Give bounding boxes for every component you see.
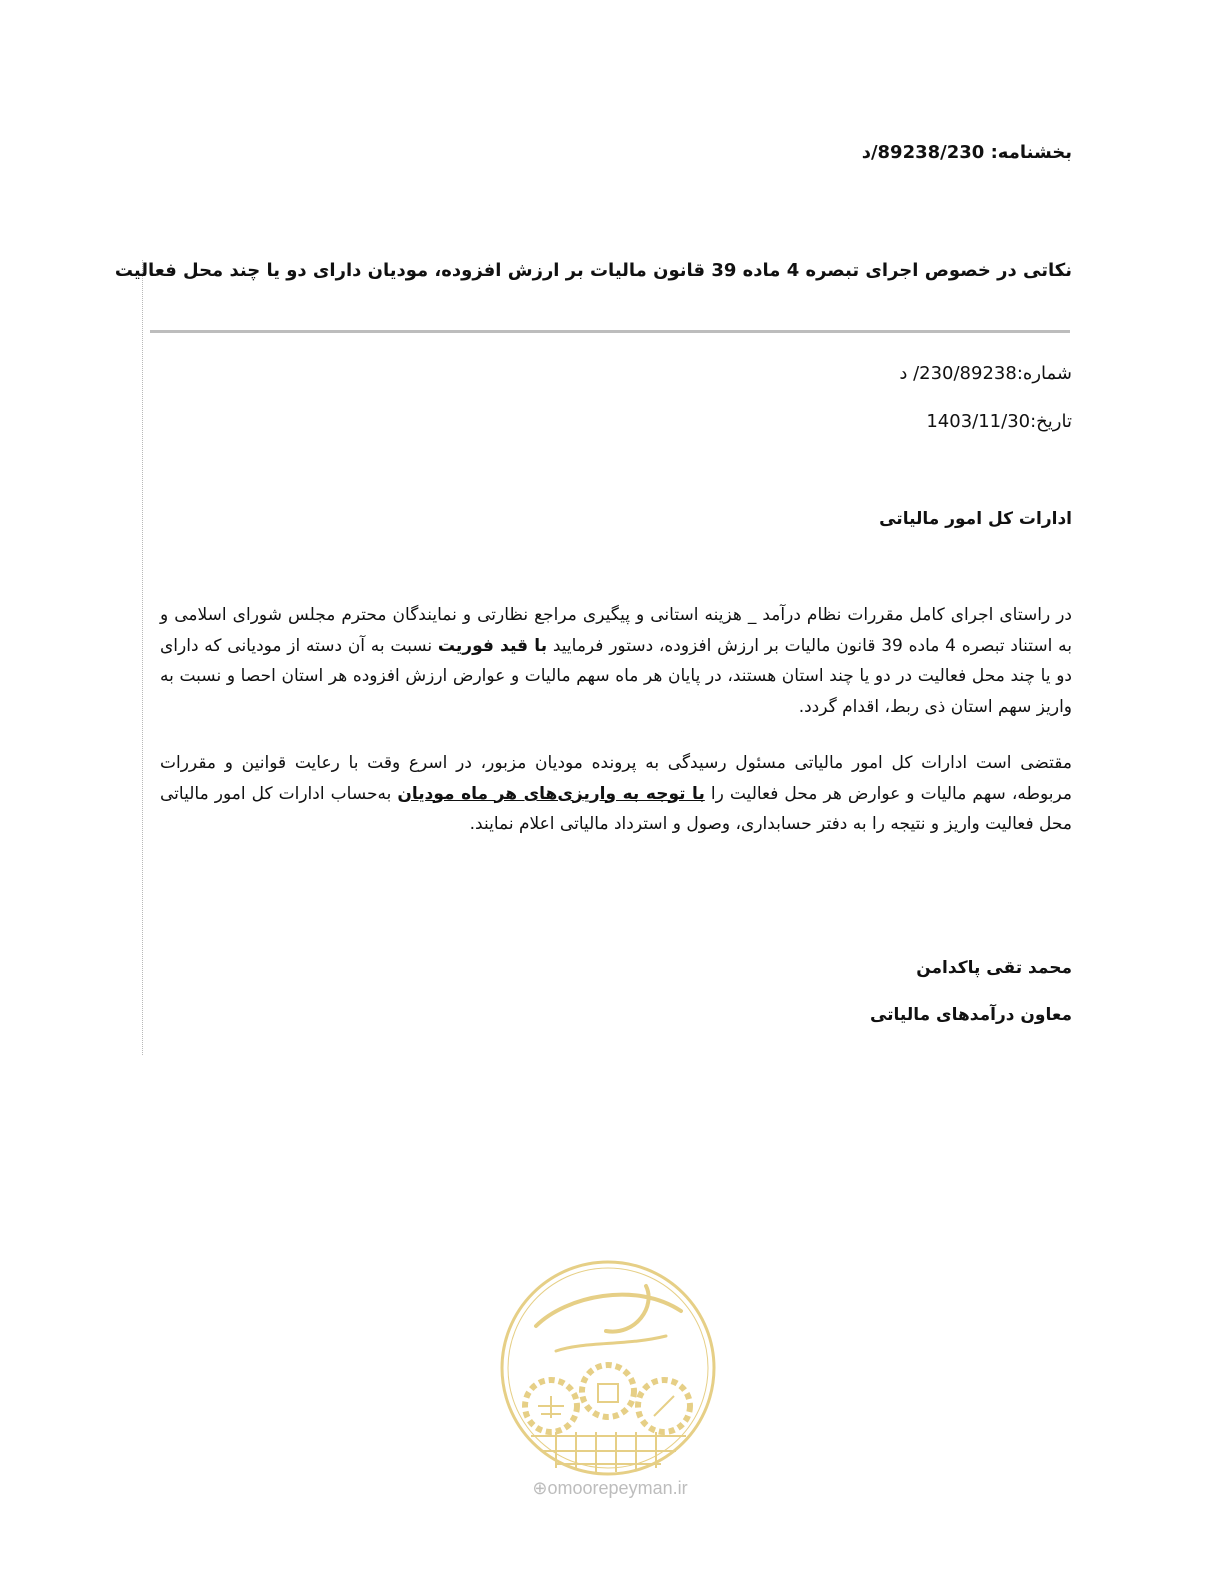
paragraph-2-text-after: به‌حساب ادارات کل امور مالیاتی محل فعالیت واریز و نتیجه را به دفتر حسابداری، وصول و استرداد مالیاتی اعلام نمایند. — [160, 783, 1072, 834]
body-paragraph-1 — [160, 600, 1072, 722]
letter-number: شماره:230/89238/ د — [899, 363, 1072, 384]
watermark-domain — [500, 1478, 720, 1499]
watermark-domain-text: omoorepeyman.ir — [547, 1478, 688, 1498]
paragraph-1-emphasis: با قید فوریت — [437, 635, 548, 656]
document-subject: نکاتی در خصوص اجرای تبصره 4 ماده 39 قانون مالیات بر ارزش افزوده، مودیان دارای دو یا چند محل فعالیت — [114, 260, 1072, 281]
signer-name: محمد تقی پاکدامن — [916, 958, 1072, 978]
recipient-heading: ادارات کل امور مالیاتی — [879, 509, 1072, 529]
letter-date: تاریخ:1403/11/30 — [926, 411, 1072, 432]
signer-title: معاون درآمدهای مالیاتی — [869, 1005, 1072, 1025]
circular-number-heading: بخشنامه: 89238/230/د — [861, 142, 1072, 163]
subject-divider — [150, 330, 1070, 333]
paragraph-2-emphasis: با توجه به واریزی‌های هر ماه مودیان — [397, 783, 705, 804]
watermark-logo — [496, 1256, 720, 1480]
paragraph-1-text-before: در راستای اجرای کامل مقررات نظام درآمد _ هزینه استانی و پیگیری مراجع نظارتی و نمایندگان محترم مجلس شورای اسلامی و به استناد تبصره 4 ماده 39 قانون مالیات بر ارزش افزوده، دستور فرمایید — [160, 605, 1073, 656]
paragraph-2-text-before: مقتضی است ادارات کل امور مالیاتی مسئول رسیدگی به پرونده مودیان مزبور، در اسرع وقت با رعایت قوانین و مقررات مربوطه، سهم مالیات و عوارض هر محل فعالیت را — [160, 753, 1072, 804]
content-margin-rule — [142, 260, 143, 1055]
globe-icon: ⊕ — [532, 1478, 548, 1498]
paragraph-1-text-after: نسبت به آن دسته از مودیانی که دارای دو یا چند محل فعالیت در دو یا چند استان هستند، در پایان هر ماه سهم مالیات و عوارض ارزش افزوده هر استان احصا و نسبت به واریز سهم استان ذی ربط، اقدام گردد. — [160, 635, 1072, 717]
body-paragraph-2 — [160, 748, 1072, 840]
